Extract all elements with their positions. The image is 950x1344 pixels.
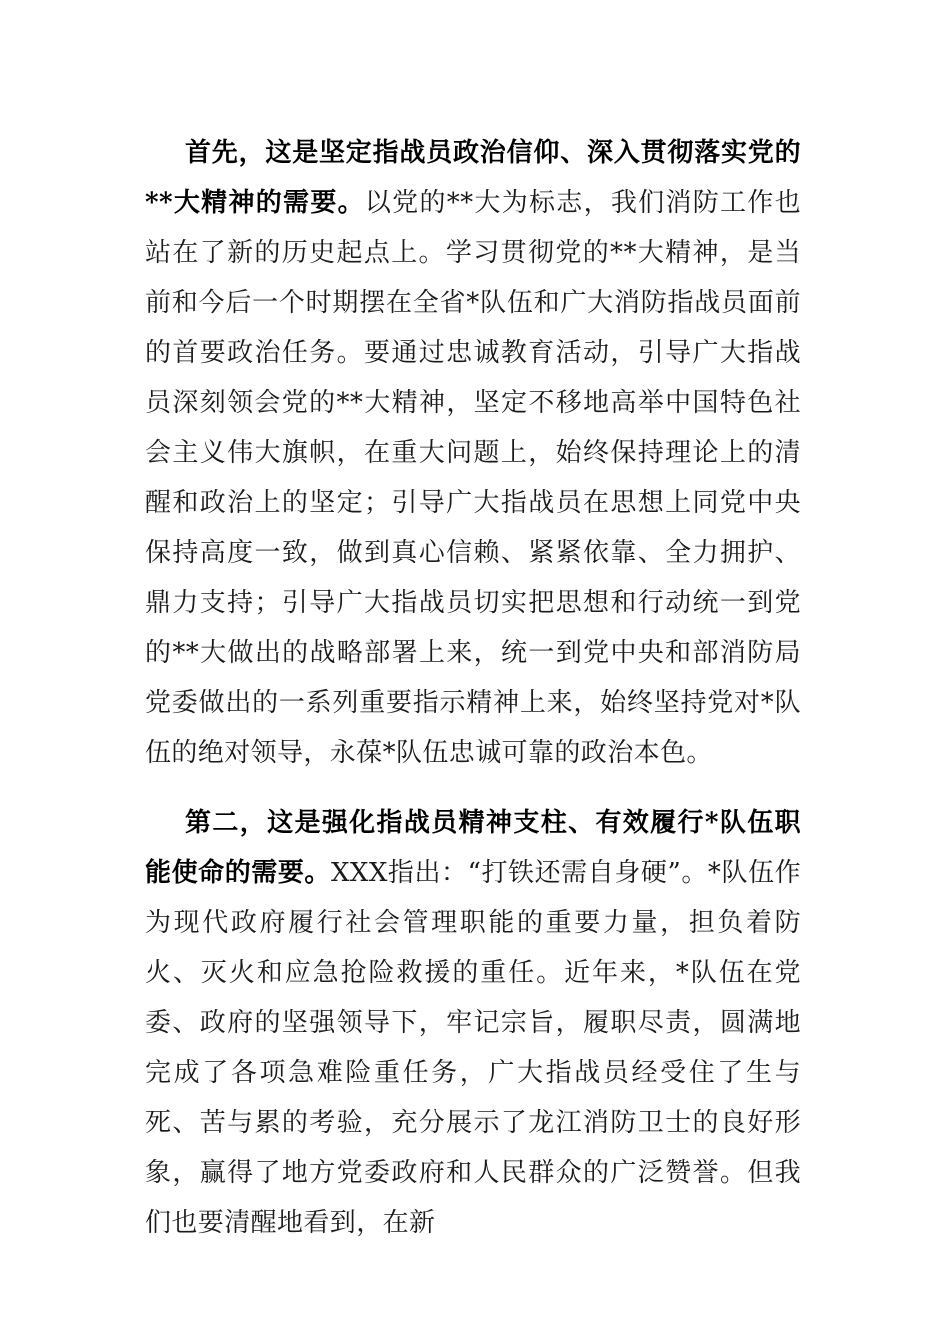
paragraph-first-lead: 首先，这是坚定指战员政治信仰、深入贯彻落实党的**大精神的需要。	[145, 138, 801, 218]
paragraph-second	[145, 798, 801, 1248]
paragraph-first-body: 以党的**大为标志，我们消防工作也站在了新的历史起点上。学习贯彻党的**大精神，是当前和今后一个时期摆在全省*队伍和广大消防指战员面前的首要政治任务。要通过忠诚教育活动，引导广大指战员深刻领会党的**大精神，坚定不移地高举中国特色社会主义伟大旗帜，在重大问题上，始终保持理论上的清醒和政治上的坚定；引导广大指战员在思想上同党中央保持高度一致，做到真心信赖、紧紧依靠、全力拥护、鼎力支持；引导广大指战员切实把思想和行动统一到党的**大做出的战略部署上来，统一到党中央和部消防局党委做出的一系列重要指示精神上来，始终坚持党对*队伍的绝对领导，永葆*队伍忠诚可靠的政治本色。	[145, 188, 801, 768]
paragraph-second-body: XXX指出：“打铁还需自身硬”。*队伍作为现代政府履行社会管理职能的重要力量，担负着防火、灭火和应急抢险救援的重任。近年来，*队伍在党委、政府的坚强领导下，牢记宗旨，履职尽责，圆满地完成了各项急难险重任务，广大指战员经受住了生与死、苦与累的考验，充分展示了龙江消防卫士的良好形象，赢得了地方党委政府和人民群众的广泛赞誉。但我们也要清醒地看到，在新	[145, 858, 801, 1238]
paragraph-first	[145, 128, 801, 778]
paragraph-second-lead: 第二，这是强化指战员精神支柱、有效履行*队伍职能使命的需要。	[145, 808, 801, 888]
document-body	[145, 128, 801, 1248]
